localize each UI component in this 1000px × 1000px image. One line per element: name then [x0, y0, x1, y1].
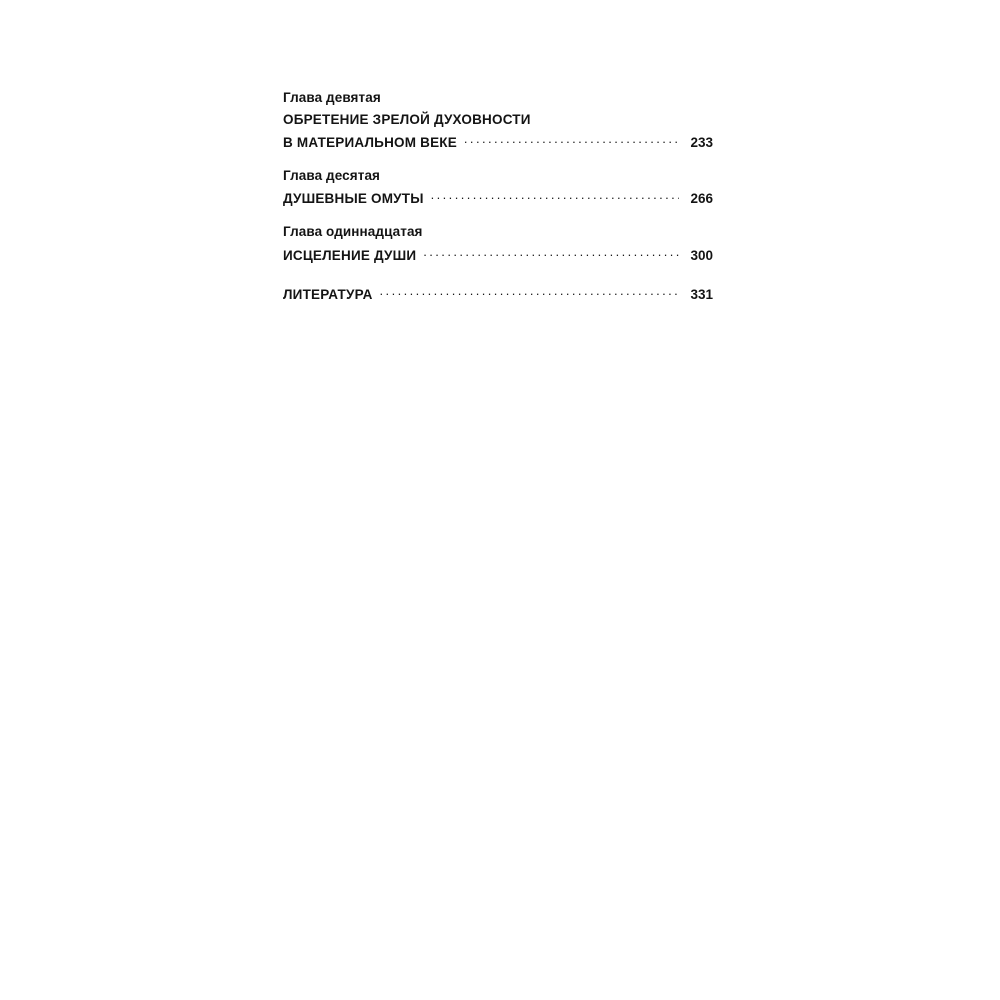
page-number: 233 [690, 135, 713, 151]
page-number: 300 [690, 247, 713, 263]
page-number: 266 [690, 191, 713, 207]
toc-entry[interactable] [283, 222, 713, 262]
toc-entry[interactable] [283, 283, 713, 302]
table-of-contents [283, 88, 713, 318]
dot-leader [380, 283, 679, 299]
toc-leader-row [283, 187, 713, 206]
chapter-title-line: ДУШЕВНЫЕ ОМУТЫ [283, 191, 424, 207]
section-title: ЛИТЕРАТУРА [283, 286, 373, 302]
toc-leader-row [283, 244, 713, 263]
toc-entry[interactable] [283, 88, 713, 150]
dot-leader [423, 244, 679, 260]
chapter-label: Глава десятая [283, 168, 381, 184]
toc-entry[interactable] [283, 166, 713, 206]
page-number: 331 [690, 286, 713, 302]
dot-leader [431, 187, 679, 203]
chapter-label: Глава одиннадцатая [283, 224, 423, 240]
chapter-label: Глава девятая [283, 90, 381, 105]
toc-leader-row [283, 283, 713, 302]
dot-leader [464, 131, 679, 147]
chapter-title-line: ОБРЕТЕНИЕ ЗРЕЛОЙ ДУХОВНОСТИ [283, 112, 531, 128]
chapter-title [283, 109, 713, 131]
chapter-title-line: ИСЦЕЛЕНИЕ ДУШИ [283, 247, 417, 263]
toc-leader-row [283, 131, 713, 150]
chapter-title-line: В МАТЕРИАЛЬНОМ ВЕКЕ [283, 135, 457, 151]
